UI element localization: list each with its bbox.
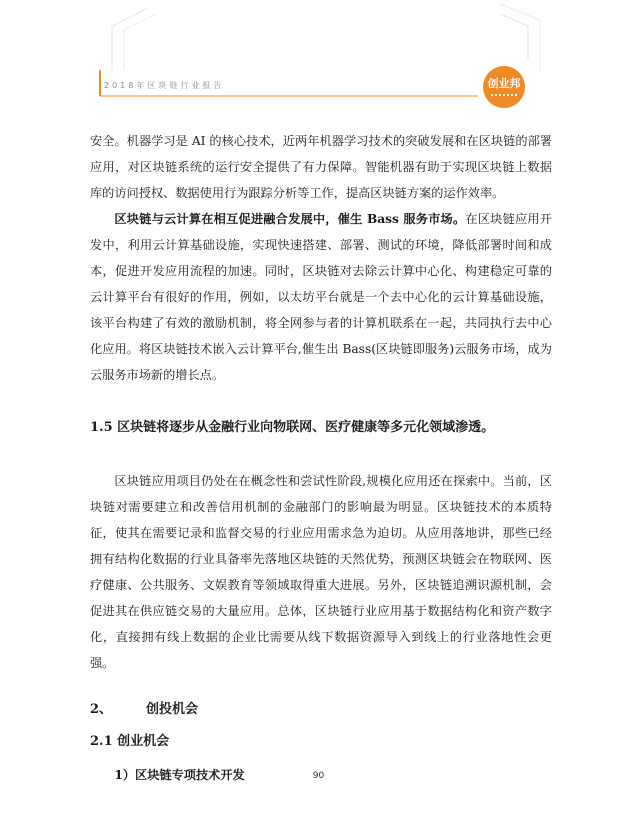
paragraph-application-fields: 区块链应用项目仍处在在概念性和尝试性阶段,规模化应用还在探索中。当前，区块链对需要建立和改善信用机制的金融部门的影响最为明显。区块链技术的本质特征，使其在需要记录和监督交易的行业应用需求急为迫切。从应用落地讲，那些已经拥有结构化数据的行业具备率先落地区块链的天然优势，预测区块链会在物联网、医疗健康、公共服务、文娱教育等领域取得重大进展。另外，区块链追溯识源机制，会促进其在供应链交易的大量应用。总体，区块链行业应用基于数据结构化和资产数字化，直接拥有线上数据的企业比需要从线下数据资源导入到线上的行业落地性会更强。 [90, 474, 552, 670]
section-heading-1-5: 1.5 区块链将逐步从金融行业向物联网、医疗健康等多元化领域渗透。 [90, 420, 495, 435]
section-heading-2-number: 2、 [90, 702, 113, 717]
paragraph-bass-lead: 区块链与云计算在相互促进融合发展中，催生 Bass 服务市场。 [114, 212, 466, 226]
paragraph-ai-security: 安全。机器学习是 AI 的核心技术，近两年机器学习技术的突破发展和在区块链的部署应用，对区块链系统的运行安全提供了有力保障。智能机器有助于实现区块链上数据库的访问授权、数据使用行为跟踪分析等工作，提高区块链方案的运作效率。 [90, 134, 552, 200]
paragraph-bass-body: 在区块链应用开发中，利用云计算基础设施，实现快速搭建、部署、测试的环境，降低部署时间和成本，促进开发应用流程的加速。同时，区块链对去除云计算中心化、构建稳定可靠的云计算平台有很好的作用，例如，以太坊平台就是一个去中心化的云计算基础设施，该平台构建了有效的激励机制，将全网参与者的计算机联系在一起，共同执行去中心化应用。将区块链技术嵌入云计算平台,催生出 Bass(区块链即服务)云服务市场，成为云服务市场新的增长点。 [90, 212, 552, 382]
logo [483, 66, 525, 108]
header-decoration [0, 0, 637, 130]
subsection-heading-text: 1）区块链专项技术开发 [114, 768, 245, 782]
section-heading-2-1: 2.1 创业机会 [90, 734, 170, 749]
section-heading-2-title: 创投机会 [146, 702, 199, 717]
logo-text: 创业邦 [487, 77, 521, 90]
logo-dots-icon [491, 94, 517, 98]
report-title: 2018年区块链行业报告 [104, 81, 225, 90]
section-heading-2 [90, 700, 552, 720]
page-number: 90 [312, 771, 325, 781]
paragraph-bass [90, 206, 552, 388]
page-content [90, 128, 552, 788]
